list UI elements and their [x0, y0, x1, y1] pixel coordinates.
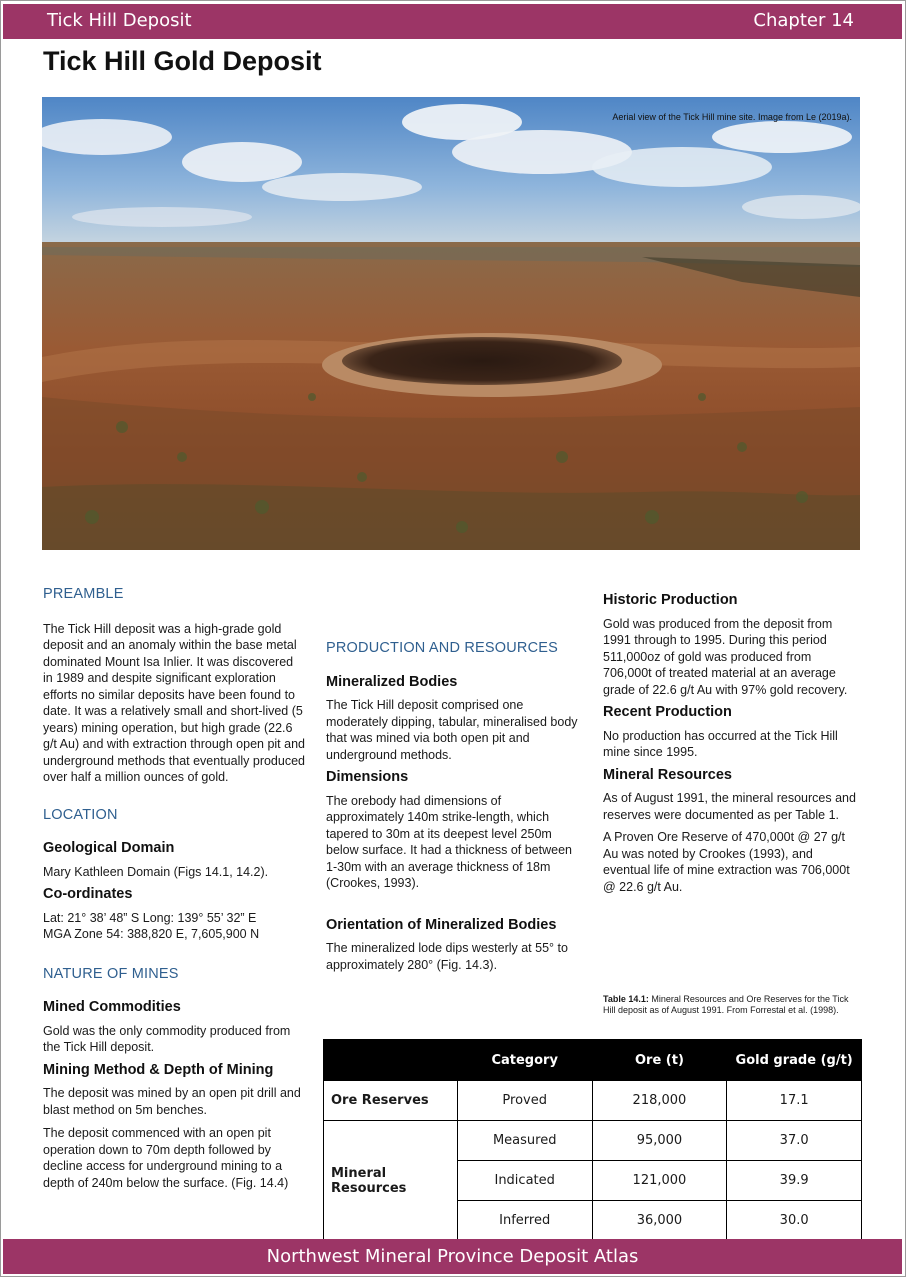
middle-column	[326, 640, 580, 973]
aerial-photo	[42, 97, 860, 550]
header-deposit-name: Tick Hill Deposit	[47, 10, 192, 31]
table-header-grade: Gold grade (g/t)	[727, 1040, 862, 1081]
preamble-text: The Tick Hill deposit was a high-grade gold deposit and an anomaly within the base metal dominated Mount Isa Inlier. It was discovered in 1989 and despite significant exploration efforts no similar deposits have been found to date. It was a relatively small and short-lived (5 years) mining operation, but high grade (22.6 g/t Au) and with extraction through open pit and underground methods that eventually produced over half a million ounces of gold.	[43, 621, 305, 784]
production-resources-heading: PRODUCTION AND RESOURCES	[326, 640, 558, 656]
table-header-empty	[324, 1040, 458, 1081]
photo-caption: Aerial view of the Tick Hill mine site. Image from Le (2019a).	[612, 112, 852, 122]
mined-commodities-heading: Mined Commodities	[43, 999, 181, 1015]
proven-reserve-text: A Proven Ore Reserve of 470,000t @ 27 g/t Au was noted by Crookes (1993), and eventual life of mine extraction was 706,000t @ 22.6 g/t Au.	[603, 830, 850, 894]
mining-method-heading: Mining Method & Depth of Mining	[43, 1061, 274, 1078]
table-cell-grade: 37.0	[727, 1121, 862, 1161]
footer-atlas-title: Northwest Mineral Province Deposit Atlas	[266, 1246, 639, 1267]
table-caption	[603, 994, 858, 1015]
preamble-heading: PREAMBLE	[43, 586, 124, 602]
mineralized-bodies-text: The Tick Hill deposit comprised one moderately dipping, tabular, mineralised body that was mined via both open pit and underground methods.	[326, 698, 578, 762]
mineral-resources-label: Mineral Resources	[324, 1121, 458, 1241]
historic-production-text: Gold was produced from the deposit from 1991 through to 1995. During this period 511,000oz of gold was produced from 706,000t of treated material at an average grade of 22.6 g/t Au with 97% gold recovery.	[603, 616, 848, 697]
left-column	[43, 586, 305, 1191]
header-bar	[3, 4, 902, 39]
table-caption-label: Table 14.1:	[603, 994, 649, 1004]
table-cell-ore: 121,000	[592, 1161, 727, 1201]
table-cell-category: Inferred	[457, 1201, 592, 1241]
footer-bar	[3, 1239, 902, 1274]
table-header-ore: Ore (t)	[592, 1040, 727, 1081]
coordinates-latlong: Lat: 21° 38’ 48” S Long: 139° 55’ 32” E	[43, 910, 257, 925]
nature-of-mines-heading: NATURE OF MINES	[43, 965, 179, 982]
location-heading: LOCATION	[43, 806, 118, 823]
table-cell-ore: 95,000	[592, 1121, 727, 1161]
mineral-resources-heading: Mineral Resources	[603, 766, 732, 783]
coordinates-mga: MGA Zone 54: 388,820 E, 7,605,900 N	[43, 927, 260, 941]
geological-domain-heading: Geological Domain	[43, 840, 175, 856]
table-header-row	[324, 1040, 862, 1081]
right-column	[603, 592, 861, 895]
ore-reserves-label: Ore Reserves	[324, 1081, 458, 1121]
mining-depth-text: The deposit commenced with an open pit operation down to 70m depth followed by decline access for underground mining to a depth of 240m below the surface. (Fig. 14.4)	[43, 1126, 289, 1190]
mined-commodities-text: Gold was the only commodity produced from the Tick Hill deposit.	[43, 1023, 291, 1054]
mineral-resources-text: As of August 1991, the mineral resources and reserves were documented as per Table 1.	[603, 791, 856, 822]
orientation-heading: Orientation of Mineralized Bodies	[326, 916, 557, 933]
table-row	[324, 1121, 862, 1161]
table-cell-grade: 17.1	[727, 1081, 862, 1121]
mineralized-bodies-heading: Mineralized Bodies	[326, 673, 458, 690]
table-cell-category: Proved	[457, 1081, 592, 1121]
coordinates-heading: Co-ordinates	[43, 886, 133, 902]
table-row	[324, 1081, 862, 1121]
orientation-text: The mineralized lode dips westerly at 55° to approximately 280° (Fig. 14.3).	[326, 941, 568, 972]
table-cell-ore: 36,000	[592, 1201, 727, 1241]
table-cell-grade: 30.0	[727, 1201, 862, 1241]
mining-method-text: The deposit was mined by an open pit drill and blast method on 5m benches.	[43, 1086, 301, 1117]
table-header-category: Category	[457, 1040, 592, 1081]
page-title: Tick Hill Gold Deposit	[43, 46, 322, 76]
dimensions-text: The orebody had dimensions of approximately 140m strike-length, which tapered to 30m at its deepest level 250m below surface. It had a thickness of between 1-30m with an average thickness of 18m (Crookes, 1993).	[326, 793, 572, 890]
table-cell-ore: 218,000	[592, 1081, 727, 1121]
recent-production-heading: Recent Production	[603, 704, 732, 720]
aerial-photo-image	[42, 97, 860, 550]
table-cell-grade: 39.9	[727, 1161, 862, 1201]
recent-production-text: No production has occurred at the Tick Hill mine since 1995.	[603, 728, 838, 759]
table-cell-category: Measured	[457, 1121, 592, 1161]
resources-table	[323, 1039, 862, 1241]
dimensions-heading: Dimensions	[326, 769, 409, 785]
header-chapter: Chapter 14	[753, 10, 854, 31]
table-cell-category: Indicated	[457, 1161, 592, 1201]
historic-production-heading: Historic Production	[603, 592, 738, 608]
table-caption-text: Mineral Resources and Ore Reserves for the Tick Hill deposit as of August 1991. From Forrestal et al. (1998).	[603, 994, 849, 1015]
geological-domain-text: Mary Kathleen Domain (Figs 14.1, 14.2).	[43, 864, 269, 879]
